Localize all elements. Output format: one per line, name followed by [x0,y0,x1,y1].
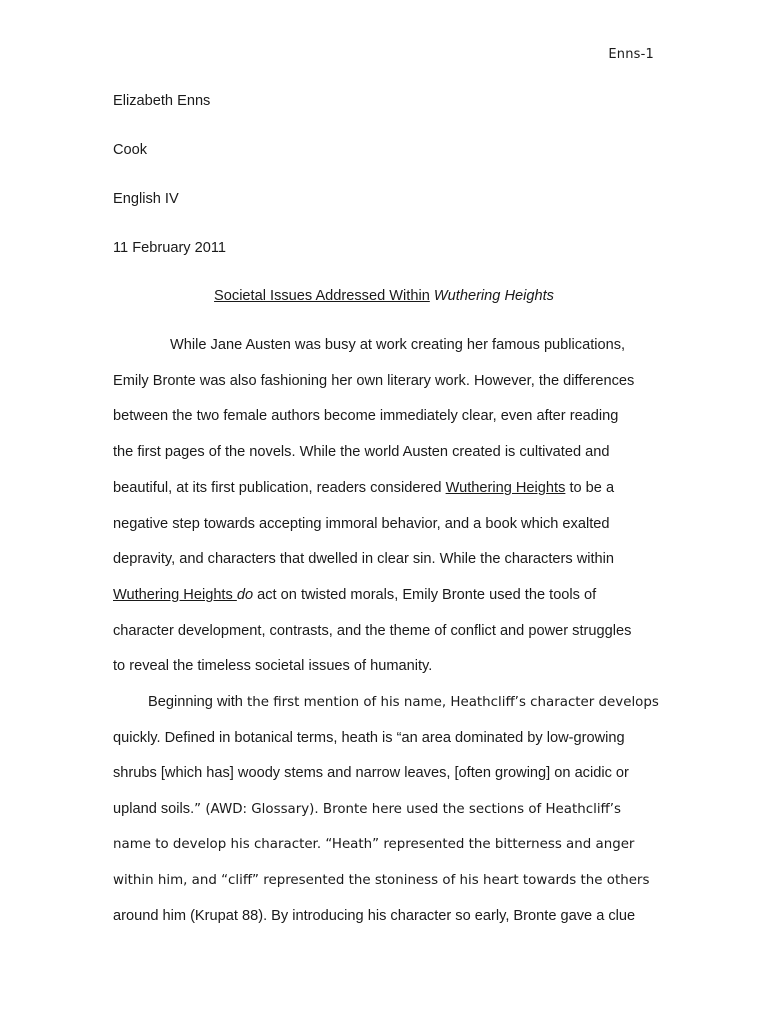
paragraph1-line: between the two female authors become immediately clear, even after reading [113,408,619,424]
paragraph1-line [113,587,596,603]
essay-title-italic: Wuthering Heights [433,288,554,304]
page-number-label: Enns-1 [608,47,654,62]
text-run: Beginning with [148,694,247,710]
paragraph2-line [113,730,625,746]
paragraph1-line: While Jane Austen was busy at work creating her famous publications, [170,337,626,353]
page-header [608,47,654,62]
text-run: to be a [565,480,615,496]
text-run: ” (AWD: Glossary). Bronte here used the sections of Heathcliff’s [194,802,621,817]
paragraph1-line: depravity, and characters that dwelled in clear sin. While the characters within [113,551,615,567]
emphasis-italic: do [236,587,254,603]
paragraph2-line [148,694,659,710]
essay-title-plain: Societal Issues Addressed Within [214,288,430,304]
paragraph1-line: character development, contrasts, and the theme of conflict and power struggles [113,623,632,639]
text-run: beautiful, at its first publication, readers considered [113,480,446,496]
text-run: upland soils. [113,801,195,817]
paragraph2-line: name to develop his character. “Heath” represented the bitterness and anger [113,837,635,852]
quotation-text: “an area dominated by low-growing [396,730,625,746]
paragraph2-line: within him, and “cliff” represented the stoniness of his heart towards the others [113,873,650,888]
essay-title [0,288,768,304]
paragraph1-line: negative step towards accepting immoral behavior, and a book which exalted [113,516,610,532]
book-title-underlined: Wuthering Heights [113,587,237,603]
paragraph1-line [113,480,614,496]
author-name: Elizabeth Enns [113,93,211,109]
text-run: the first mention of his name, Heathcliff’s character develops [246,695,659,710]
essay-date: 11 February 2011 [113,240,227,256]
text-run: act on twisted morals, Emily Bronte used the tools of [253,587,597,603]
course-name: English IV [113,191,179,207]
book-title-underlined: Wuthering Heights [445,480,566,496]
paragraph2-line: around him (Krupat 88). By introducing his character so early, Bronte gave a clue [113,908,636,924]
paragraph1-line: to reveal the timeless societal issues of humanity. [113,658,433,674]
paragraph2-line: shrubs [which has] woody stems and narrow leaves, [often growing] on acidic or [113,765,629,781]
paragraph1-line: the first pages of the novels. While the world Austen created is cultivated and [113,444,610,460]
text-run: quickly. Defined in botanical terms, heath is [113,730,397,746]
paragraph1-line: Emily Bronte was also fashioning her own literary work. However, the differences [113,373,635,389]
instructor-name: Cook [113,142,148,158]
paragraph2-line [113,801,621,817]
